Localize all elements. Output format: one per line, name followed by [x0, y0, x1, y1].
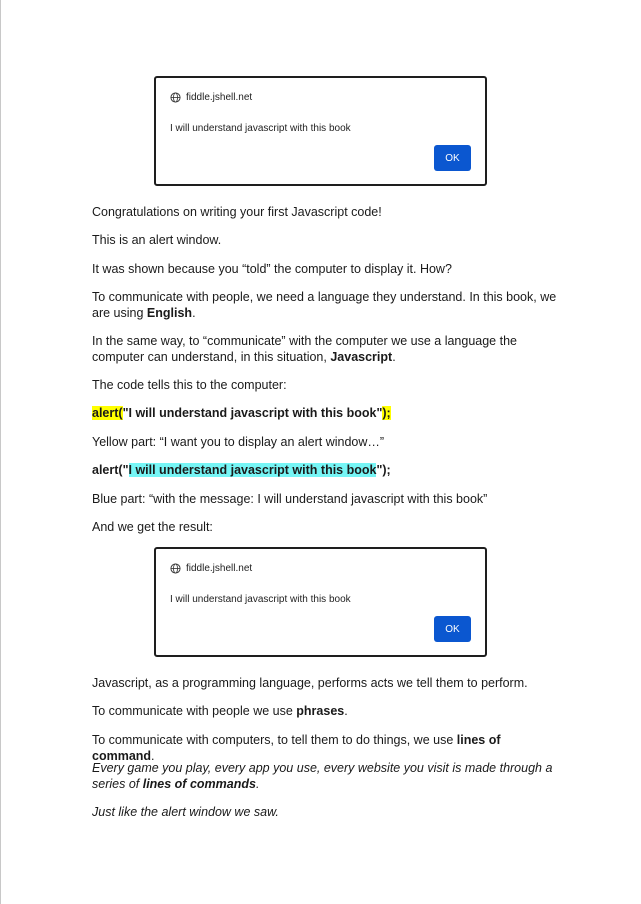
- alert-dialog-screenshot-2: [154, 547, 487, 657]
- dialog-origin-text: fiddle.jshell.net: [186, 563, 253, 574]
- paragraph-how: It was shown because you “told” the computer to display it. How?: [92, 262, 452, 276]
- globe-icon: [170, 92, 181, 103]
- text-run: In the same way, to “communicate” with the computer we use a language the computer can understand, in this situation,: [92, 334, 517, 364]
- paragraph-result: And we get the result:: [92, 520, 213, 534]
- page-edge: [0, 0, 1, 904]
- ok-button[interactable]: OK: [434, 616, 471, 642]
- paragraph-just-like: Just like the alert window we saw.: [92, 805, 279, 819]
- text-run: .: [192, 306, 196, 320]
- dialog-message: I will understand javascript with this book: [170, 123, 351, 134]
- text-run: To communicate with people, we need a language they understand. In this book, we are using: [92, 290, 557, 320]
- paragraph-programming-language: Javascript, as a programming language, performs acts we tell them to perform.: [92, 676, 528, 690]
- paragraph-blue-part: Blue part: “with the message: I will understand javascript with this book”: [92, 492, 488, 506]
- text-run: To communicate with computers, to tell them to do things, we use: [92, 733, 457, 747]
- dialog-origin: [170, 563, 252, 574]
- ok-button[interactable]: OK: [434, 145, 471, 171]
- paragraph-congratulations: Congratulations on writing your first Javascript code!: [92, 205, 382, 219]
- text-run: .: [255, 777, 260, 791]
- text-run: .: [392, 350, 396, 364]
- paragraph-code-tells: The code tells this to the computer:: [92, 378, 287, 392]
- bold-run: Javascript: [330, 350, 393, 364]
- dialog-origin-text: fiddle.jshell.net: [186, 92, 253, 103]
- globe-icon: [170, 563, 181, 574]
- bold-run: lines of commands: [142, 777, 256, 791]
- code-string: "I will understand javascript with this book": [122, 406, 383, 420]
- paragraph-yellow-part: Yellow part: “I want you to display an alert window…”: [92, 435, 385, 449]
- alert-dialog-screenshot-1: [154, 76, 487, 186]
- bold-run: English: [146, 306, 193, 320]
- dialog-origin: [170, 92, 252, 103]
- paragraph-every-game: [92, 760, 562, 792]
- code-line-yellow: [92, 405, 562, 421]
- paragraph-alert-window: This is an alert window.: [92, 233, 222, 247]
- highlight-cyan: I will understand javascript with this book: [128, 463, 377, 477]
- highlight-yellow: alert(: [92, 406, 123, 420]
- text-run: .: [151, 749, 155, 763]
- text-run: .: [344, 704, 348, 718]
- text-run: Every game you play, every app you use, every website you visit is made through a series of: [92, 761, 553, 791]
- code-close: ");: [376, 463, 391, 477]
- code-fn: alert(": [92, 463, 129, 477]
- paragraph-phrases: [92, 703, 562, 719]
- paragraph-communicate-people: [92, 289, 562, 321]
- bold-run: lines of command: [92, 733, 501, 763]
- highlight-yellow: );: [382, 406, 391, 420]
- dialog-message: I will understand javascript with this book: [170, 594, 351, 605]
- code-line-blue: [92, 462, 562, 478]
- text-run: To communicate with people we use: [92, 704, 297, 718]
- bold-run: phrases: [296, 704, 345, 718]
- paragraph-communicate-computer: [92, 333, 562, 365]
